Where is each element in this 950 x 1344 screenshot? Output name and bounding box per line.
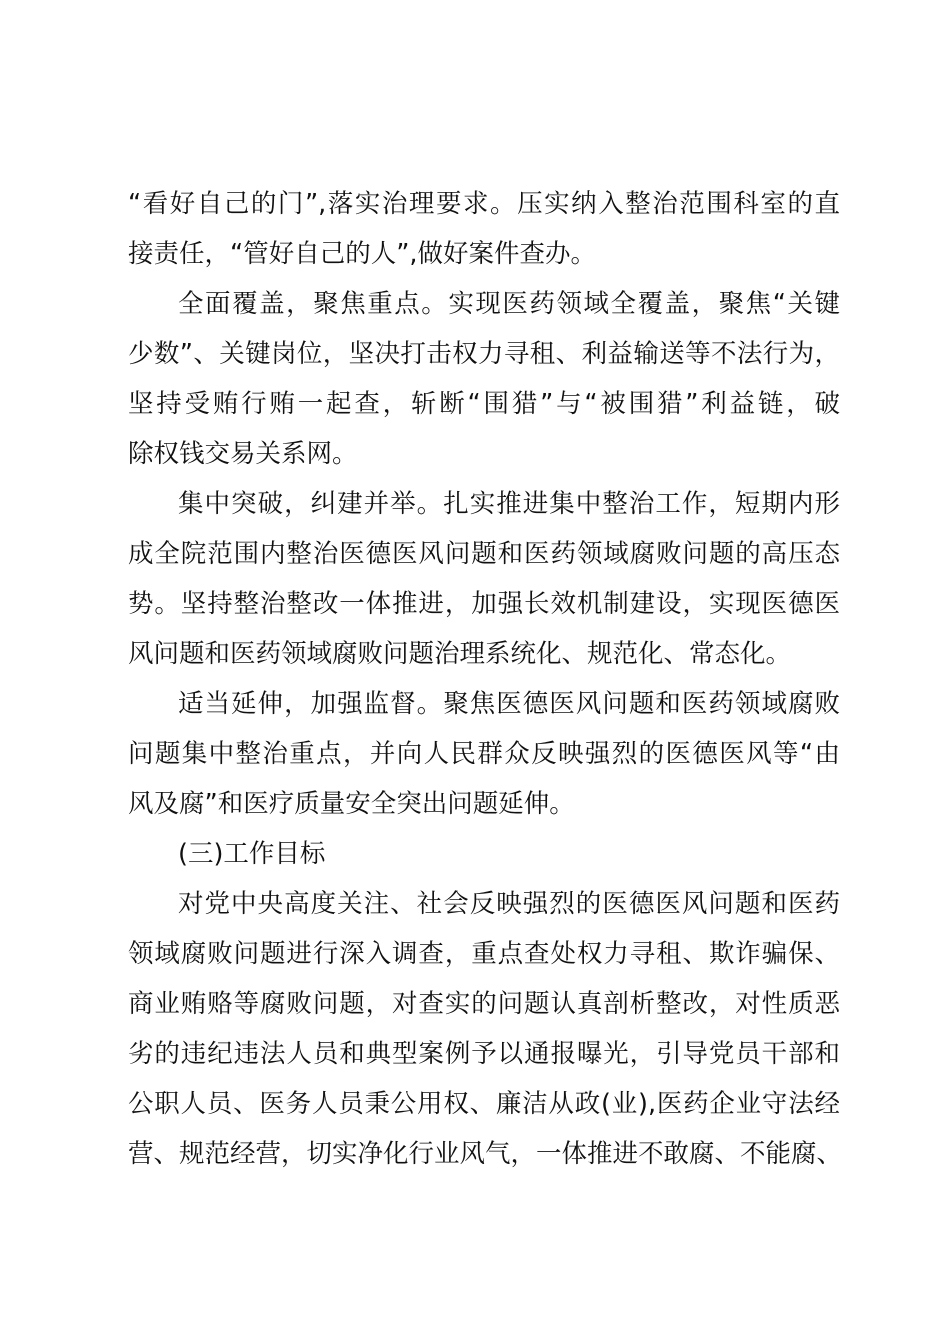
document-body: [128, 179, 843, 1179]
paragraph-line: 营、规范经营，切实净化行业风气，一体推进不敢腐、不能腐、: [128, 1139, 843, 1169]
paragraph-line: 风及腐”和医疗质量安全突出问题延伸。: [128, 789, 575, 819]
paragraph-line: 少数”、关键岗位，坚决打击权力寻租、利益输送等不法行为，: [128, 339, 840, 369]
section-heading: (三)工作目标: [178, 839, 326, 869]
paragraph-line: 成全院范围内整治医德医风问题和医药领域腐败问题的高压态: [128, 539, 840, 569]
paragraph-line: 除权钱交易关系网。: [128, 439, 358, 469]
paragraph-line: 商业贿赂等腐败问题，对查实的问题认真剖析整改，对性质恶: [128, 989, 840, 1019]
paragraph-line: 全面覆盖，聚焦重点。实现医药领域全覆盖，聚焦“关键: [178, 289, 840, 319]
paragraph-line: 公职人员、医务人员秉公用权、廉洁从政(业),医药企业守法经: [128, 1089, 840, 1119]
paragraph-line: 集中突破，纠建并举。扎实推进集中整治工作，短期内形: [178, 489, 840, 519]
paragraph-line: 问题集中整治重点，并向人民群众反映强烈的医德医风等“由: [128, 739, 840, 769]
paragraph-line: 劣的违纪违法人员和典型案例予以通报曝光，引导党员干部和: [128, 1039, 840, 1069]
paragraph-line: 接责任，“管好自己的人”,做好案件查办。: [128, 239, 597, 269]
paragraph-line: 坚持受贿行贿一起查，斩断“围猎”与“被围猎”利益链，破: [128, 389, 840, 419]
paragraph-line: 对党中央高度关注、社会反映强烈的医德医风问题和医药: [178, 889, 840, 919]
paragraph-line: 风问题和医药领域腐败问题治理系统化、规范化、常态化。: [128, 639, 792, 669]
paragraph-line: 领域腐败问题进行深入调查，重点查处权力寻租、欺诈骗保、: [128, 939, 840, 969]
paragraph-line: 势。坚持整治整改一体推进，加强长效机制建设，实现医德医: [128, 589, 840, 619]
paragraph-line: 适当延伸，加强监督。聚焦医德医风问题和医药领域腐败: [178, 689, 840, 719]
paragraph-line: “看好自己的门”,落实治理要求。压实纳入整治范围科室的直: [128, 189, 840, 219]
